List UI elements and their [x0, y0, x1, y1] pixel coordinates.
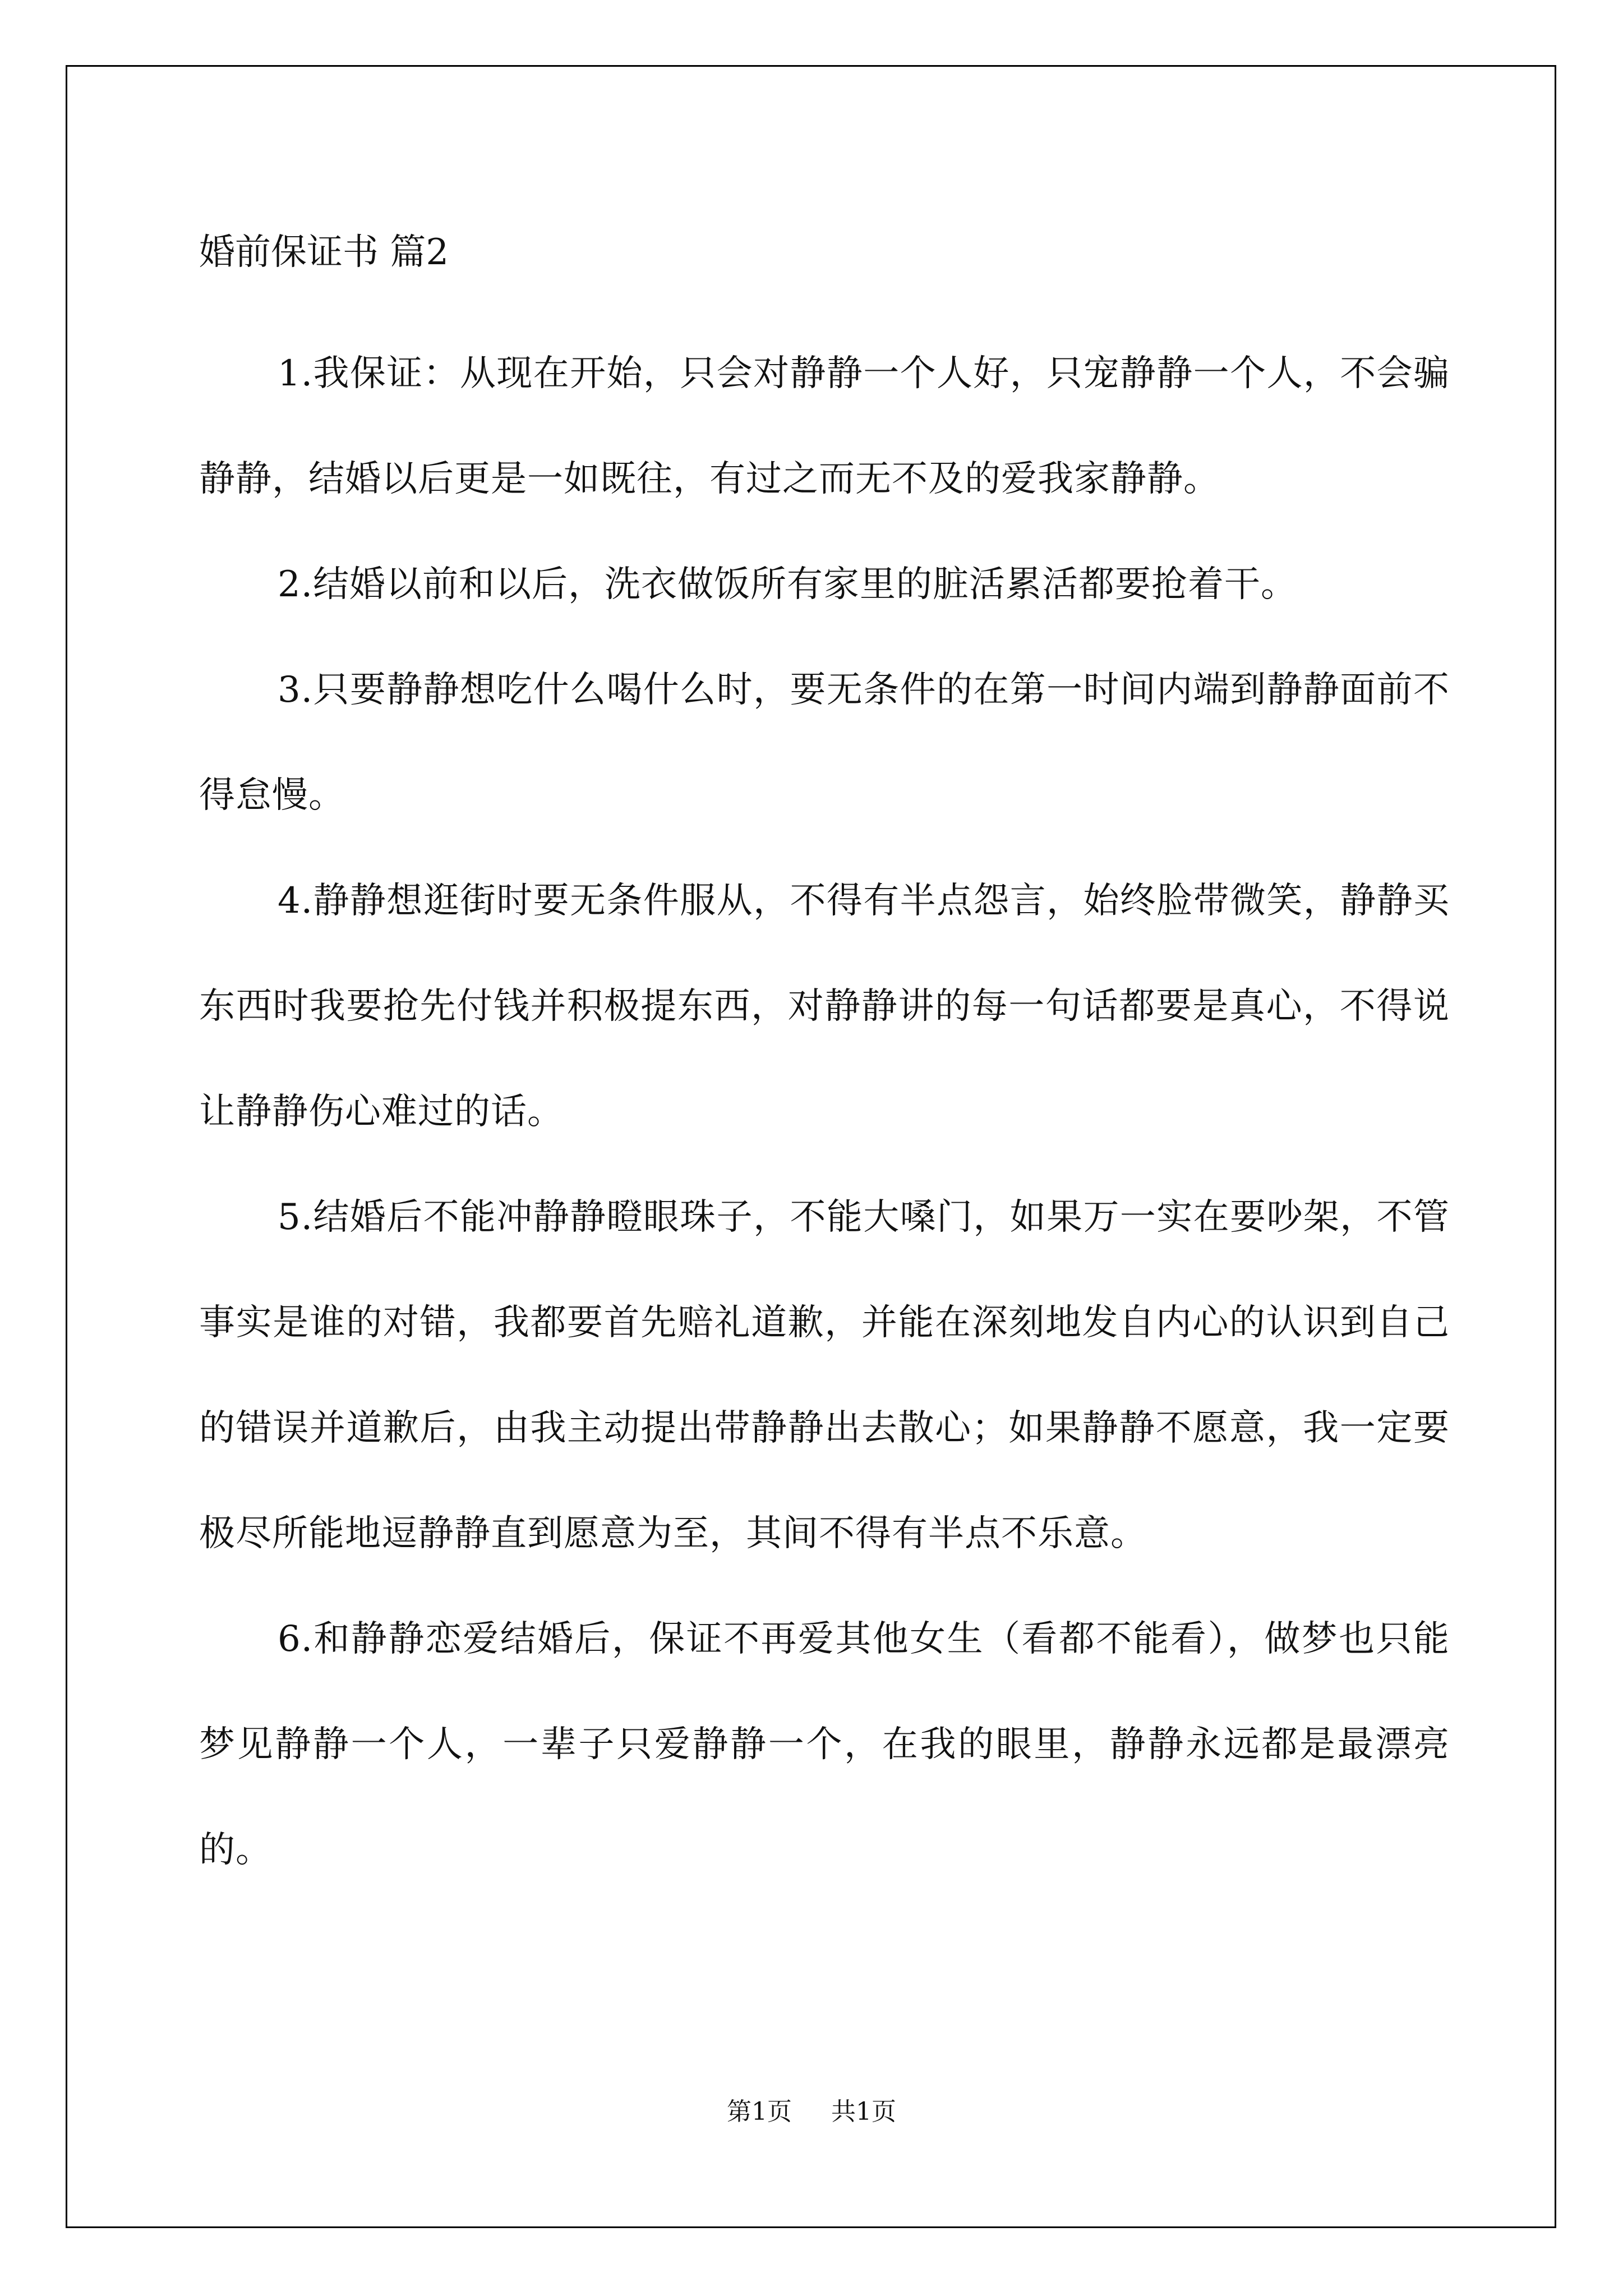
- clause-3: 3.只要静静想吃什么喝什么时，要无条件的在第一时间内端到静静面前不得怠慢。: [199, 669, 1450, 816]
- page-total: 共1页: [831, 2097, 896, 2126]
- clause-2: 2.结婚以前和以后，洗衣做饭所有家里的脏活累活都要抢着干。: [278, 564, 1298, 605]
- page-footer: [0, 2095, 1623, 2129]
- clause-6: 6.和静静恋爱结婚后，保证不再爱其他女生（看都不能看），做梦也只能梦见静静一个人，一辈子只爱静静一个，在我的眼里，静静永远都是最漂亮的。: [199, 1618, 1450, 1871]
- document-title: 婚前保证书 篇2: [199, 232, 449, 273]
- page-number: 第1页: [727, 2097, 792, 2126]
- document-body: [199, 219, 1450, 1903]
- clause-4: 4.静静想逛街时要无条件服从，不得有半点怨言，始终脸带微笑，静静买东西时我要抢先付钱并积极提东西，对静静讲的每一句话都要是真心，不得说让静静伤心难过的话。: [199, 880, 1450, 1133]
- clause-5: 5.结婚后不能冲静静瞪眼珠子，不能大嗓门，如果万一实在要吵架，不管事实是谁的对错，我都要首先赔礼道歉，并能在深刻地发自内心的认识到自己的错误并道歉后，由我主动提出带静静出去散心；如果静静不愿意，我一定要极尽所能地逗静静直到愿意为至，其间不得有半点不乐意。: [199, 1197, 1450, 1554]
- clause-1: 1.我保证：从现在开始，只会对静静一个人好，只宠静静一个人，不会骗静静，结婚以后更是一如既往，有过之而无不及的爱我家静静。: [199, 353, 1450, 500]
